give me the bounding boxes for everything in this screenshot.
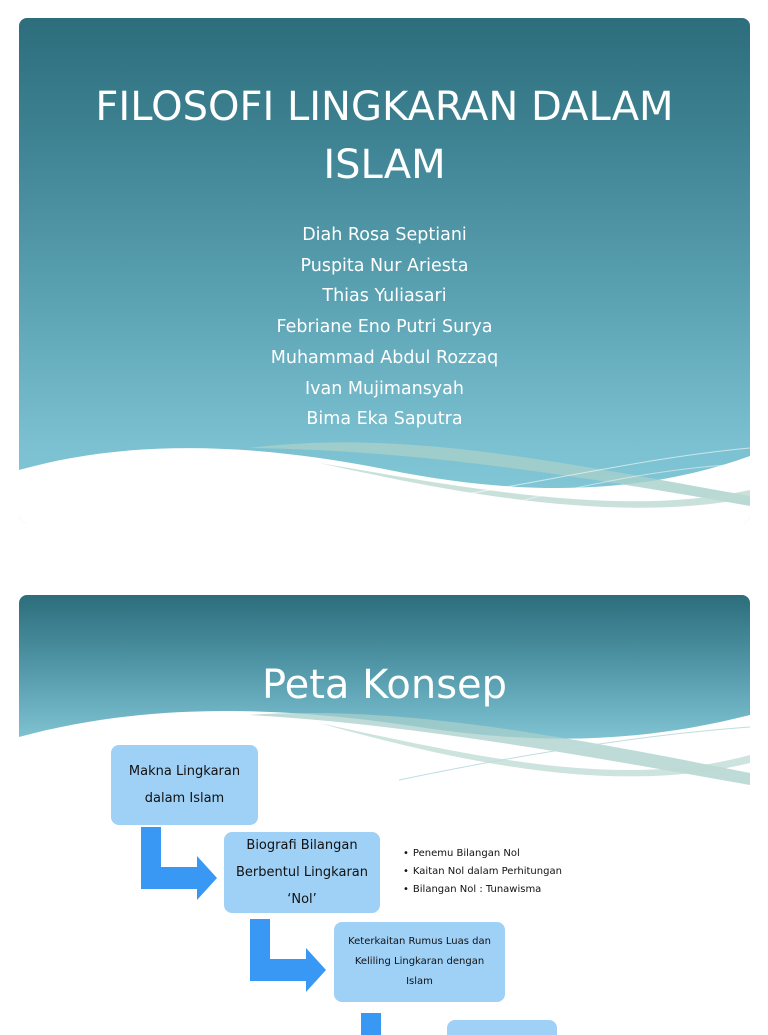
author-name: Diah Rosa Septiani	[302, 225, 467, 245]
author-name: Ivan Mujimansyah	[305, 378, 464, 399]
box-text: dalam Islam	[144, 791, 225, 806]
concept-box-biografi	[224, 832, 380, 913]
bullet-item: • Kaitan Nol dalam Perhitungan	[403, 863, 562, 881]
author-name: Bima Eka Saputra	[306, 409, 463, 430]
slide-title: Peta Konsep	[261, 662, 508, 708]
author-name: Muhammad Abdul Rozzaq	[270, 347, 499, 368]
title-slide	[19, 18, 750, 523]
arrow-2	[250, 919, 326, 992]
author-name: Febriane Eno Putri Surya	[276, 317, 493, 338]
box-text: Keterkaitan Rumus Luas dan	[348, 936, 491, 947]
box-text: Berbentul Lingkaran	[236, 865, 368, 880]
box-text: Keliling Lingkaran dengan Islam	[354, 956, 485, 987]
concept-box-keterkaitan	[334, 922, 505, 1002]
presentation-title	[19, 78, 750, 194]
bullet-list	[403, 845, 562, 899]
arrow-1	[141, 827, 217, 900]
title-line-2: ISLAM	[323, 142, 446, 188]
title-line-1: FILOSOFI LINGKARAN DALAM	[95, 84, 674, 130]
concept-map-slide	[19, 595, 750, 1035]
box-text: ‘Nol’	[287, 892, 317, 907]
box-text: Biografi Bilangan	[246, 838, 358, 853]
bullet-item: • Bilangan Nol : Tunawisma	[403, 881, 562, 899]
arrow-3-stem	[361, 1013, 381, 1035]
author-list	[19, 220, 750, 435]
box-text: Makna Lingkaran	[128, 764, 241, 779]
bullet-item: • Penemu Bilangan Nol	[403, 845, 562, 863]
concept-box-partial	[447, 1020, 557, 1035]
author-name: Puspita Nur Ariesta	[300, 255, 469, 276]
author-name: Thias Yuliasari	[322, 286, 447, 307]
